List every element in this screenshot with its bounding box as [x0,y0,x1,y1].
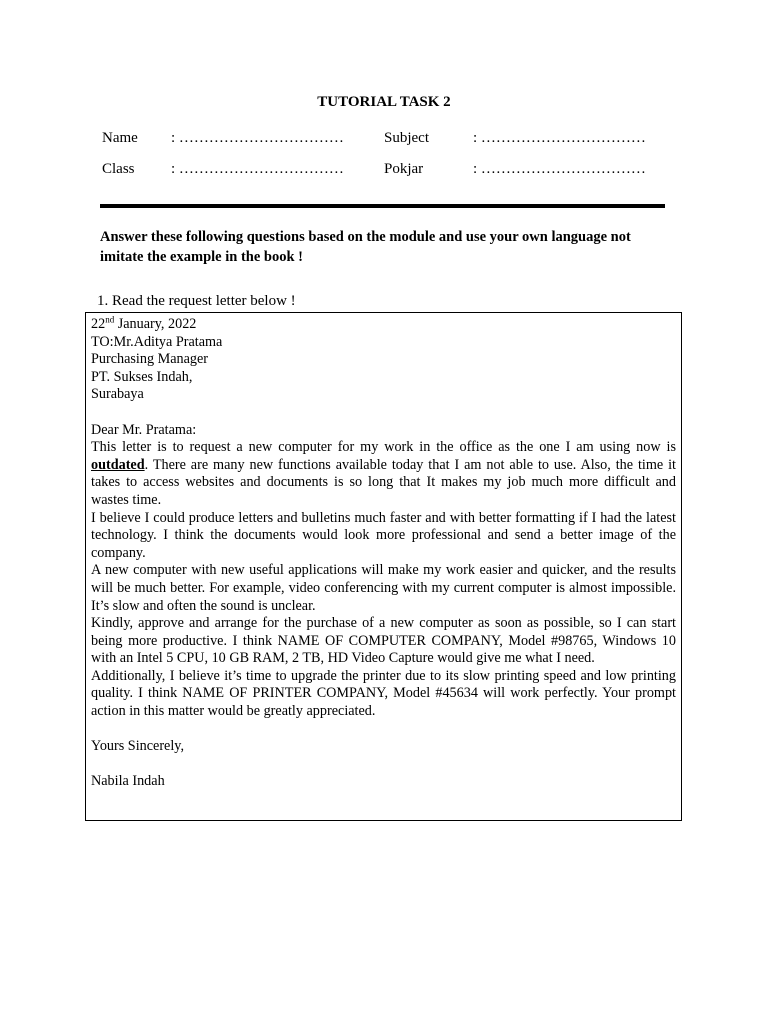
p1-emphasis: outdated [91,456,145,473]
p1-text-after: . There are many new functions available today that I am not able to use. Also, the time it takes to access websites and documents is so long that It makes my job much more difficult and wastes time. [91,456,676,508]
letter-paragraph-4: Kindly, approve and arrange for the purchase of a new computer as soon as possible, so I can start being more productive. I think NAME OF COMPUTER COMPANY, Model #98765, Windows 10 with an Intel 5 CPU, 10 GB RAM, 2 TB, HD Video Capture would give me what I need. [91,615,676,667]
subject-label: Subject [384,130,429,146]
page-title: TUTORIAL TASK 2 [317,94,451,110]
letter-paragraph-3: A new computer with new useful applications will make my work easier and quicker, and the results will be much better. For example, video conferencing with my current computer is almost impossible. It’s slow and often the sound is unclear. [91,562,676,614]
spacer [91,404,676,422]
letter-date-rest: January, 2022 [114,316,197,332]
header-divider [100,204,665,208]
p1-text-before: This letter is to request a new computer for my work in the office as the one I am using now is [91,439,676,456]
class-blank: : …………………………… [171,161,344,177]
letter-salutation: Dear Mr. Pratama: [91,421,197,438]
letter-closing: Yours Sincerely, [91,738,185,755]
name-blank: : …………………………… [171,130,344,146]
letter-position: Purchasing Manager [91,351,209,368]
spacer [91,721,676,739]
name-label: Name [102,130,138,146]
pokjar-blank: : …………………………… [473,161,646,177]
instruction-text: Answer these following questions based on the module and use your own language not imitate the example in the book ! [100,229,631,265]
letter-box [85,312,682,821]
pokjar-label: Pokjar [384,161,424,177]
letter-date [91,316,676,334]
subject-blank: : …………………………… [473,130,646,146]
letter-signature: Nabila Indah [91,773,165,790]
class-label: Class [102,161,135,177]
letter-recipient: TO:Mr.Aditya Pratama [91,333,223,350]
spacer [91,756,676,774]
letter-date-suffix: nd [105,314,115,325]
letter-paragraph-5: Additionally, I believe it’s time to upgrade the printer due to its slow printing speed and low printing quality. I think NAME OF PRINTER COMPANY, Model #45634 will work perfectly. Your prompt action in this matter would be greatly appreciated. [91,667,676,720]
letter-paragraph-2: I believe I could produce letters and bulletins much faster and with better formatting if I had the latest technology. I think the documents would look more professional and send a better image of the company. [91,509,676,561]
letter-paragraph-1 [91,439,676,509]
letter-company: PT. Sukses Indah, [91,368,193,385]
letter-date-day: 22 [91,316,106,332]
letter-city: Surabaya [91,386,144,403]
question-1: 1. Read the request letter below ! [97,293,296,309]
